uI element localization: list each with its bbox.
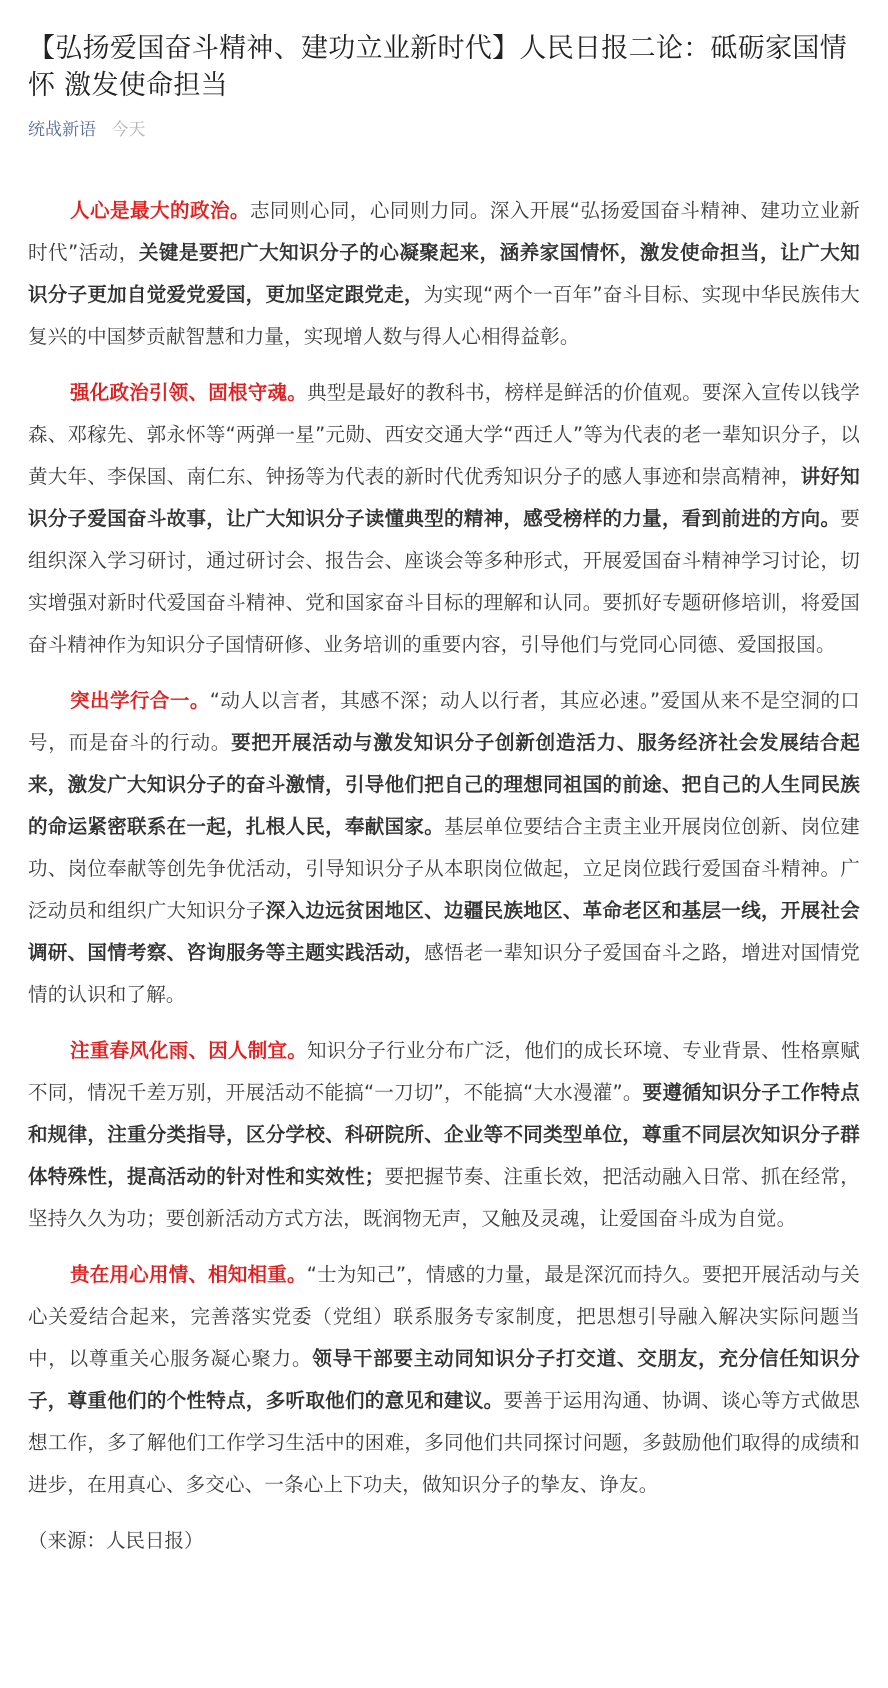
paragraph-text: 感悟老一辈知识分子爱国奋斗之路，增进对国情党情的认识和了解。 xyxy=(28,941,860,1006)
paragraph-emphasis: 要把开展活动与激发知识分子创新创造活力、服务经济社会发展结合起来，激发广大知识分子的奋斗激情，引导他们把自己的理想同祖国的前途、把自己的人生同民族的命运紧密联系在一起，扎根人民，奉献国家。 xyxy=(28,731,860,838)
paragraph-emphasis: 要遵循知识分子工作特点和规律，注重分类指导，区分学校、科研院所、企业等不同类型单位，尊重不同层次知识分子群体特殊性，提高活动的针对性和实效性； xyxy=(28,1081,861,1188)
paragraph-text: 志同则心同，心同则力同。深入开展“弘扬爱国奋斗精神、建功立业新时代”活动， xyxy=(28,199,860,264)
article-meta xyxy=(28,118,860,142)
paragraph-emphasis: 深入边远贫困地区、边疆民族地区、革命老区和基层一线，开展社会调研、国情考察、咨询服务等主题实践活动， xyxy=(28,899,860,964)
publish-date: 今天 xyxy=(111,120,146,140)
account-name-link[interactable]: 统战新语 xyxy=(28,120,96,140)
paragraph-emphasis: 领导干部要主动同知识分子打交道、交朋友，充分信任知识分子，尊重他们的个性特点，多听取他们的意见和建议。 xyxy=(28,1347,860,1412)
paragraph-text: 典型是最好的教科书，榜样是鲜活的价值观。要深入宣传以钱学森、邓稼先、郭永怀等“两弹一星”元勋、西安交通大学“西迁人”等为代表的老一辈知识分子，以黄大年、李保国、南仁东、钟扬等为代表的新时代优秀知识分子的感人事迹和崇高精神， xyxy=(28,381,860,488)
paragraph-lead: 人心是最大的政治。 xyxy=(70,199,250,222)
paragraph-emphasis: 讲好知识分子爱国奋斗故事，让广大知识分子读懂典型的精神，感受榜样的力量，看到前进的方向。 xyxy=(28,465,860,530)
article-title: 【弘扬爱国奋斗精神、建功立业新时代】人民日报二论：砥砺家国情怀 激发使命担当 xyxy=(28,33,847,101)
paragraph-text: 知识分子行业分布广泛，他们的成长环境、专业背景、性格禀赋不同，情况千差万别，开展活动不能搞“一刀切”，不能搞“大水漫灌”。 xyxy=(28,1039,860,1104)
paragraph-lead: 突出学行合一。 xyxy=(70,689,210,712)
paragraph xyxy=(28,1254,860,1506)
article-content xyxy=(28,190,860,1562)
paragraph-lead: 贵在用心用情、相知相重。 xyxy=(70,1263,307,1286)
paragraph-text: 要组织深入学习研讨，通过研讨会、报告会、座谈会等多种形式，开展爱国奋斗精神学习讨论，切实增强对新时代爱国奋斗精神、党和国家奋斗目标的理解和认同。要抓好专题研修培训，将爱国奋斗精神作为知识分子国情研修、业务培训的重要内容，引导他们与党同心同德、爱国报国。 xyxy=(28,507,860,656)
paragraph-text: 要把握节奏、注重长效，把活动融入日常、抓在经常，坚持久久为功；要创新活动方式方法，既润物无声，又触及灵魂，让爱国奋斗成为自觉。 xyxy=(28,1165,860,1230)
paragraph xyxy=(28,372,860,666)
paragraph-text: “士为知己”，情感的力量，最是深沉而持久。要把开展活动与关心关爱结合起来，完善落实党委（党组）联系服务专家制度，把思想引导融入解决实际问题当中，以尊重关心服务凝心聚力。 xyxy=(28,1263,860,1370)
paragraph-text: 为实现“两个一百年”奋斗目标、实现中华民族伟大复兴的中国梦贡献智慧和力量，实现增人数与得人心相得益彰。 xyxy=(28,283,860,348)
paragraph-lead: 注重春风化雨、因人制宜。 xyxy=(70,1039,308,1062)
paragraph-emphasis: 关键是要把广大知识分子的心凝聚起来，涵养家国情怀，激发使命担当，让广大知识分子更加自觉爱党爱国，更加坚定跟党走， xyxy=(28,241,860,306)
paragraph-lead: 强化政治引领、固根守魂。 xyxy=(70,381,308,404)
paragraph-text: “动人以言者，其感不深；动人以行者，其应必速。”爱国从来不是空洞的口号，而是奋斗的行动。 xyxy=(28,689,860,754)
paragraph-text: 要善于运用沟通、协调、谈心等方式做思想工作，多了解他们工作学习生活中的困难，多同他们共同探讨问题，多鼓励他们取得的成绩和进步，在用真心、多交心、一条心上下功夫，做知识分子的挚友、诤友。 xyxy=(28,1389,860,1496)
paragraph-text: 基层单位要结合主责主业开展岗位创新、岗位建功、岗位奉献等创先争优活动，引导知识分子从本职岗位做起，立足岗位践行爱国奋斗精神。广泛动员和组织广大知识分子 xyxy=(28,815,861,922)
article-source: （来源：人民日报） xyxy=(28,1529,204,1552)
paragraph xyxy=(28,680,860,1016)
paragraph xyxy=(28,190,860,358)
paragraph xyxy=(28,1030,860,1240)
